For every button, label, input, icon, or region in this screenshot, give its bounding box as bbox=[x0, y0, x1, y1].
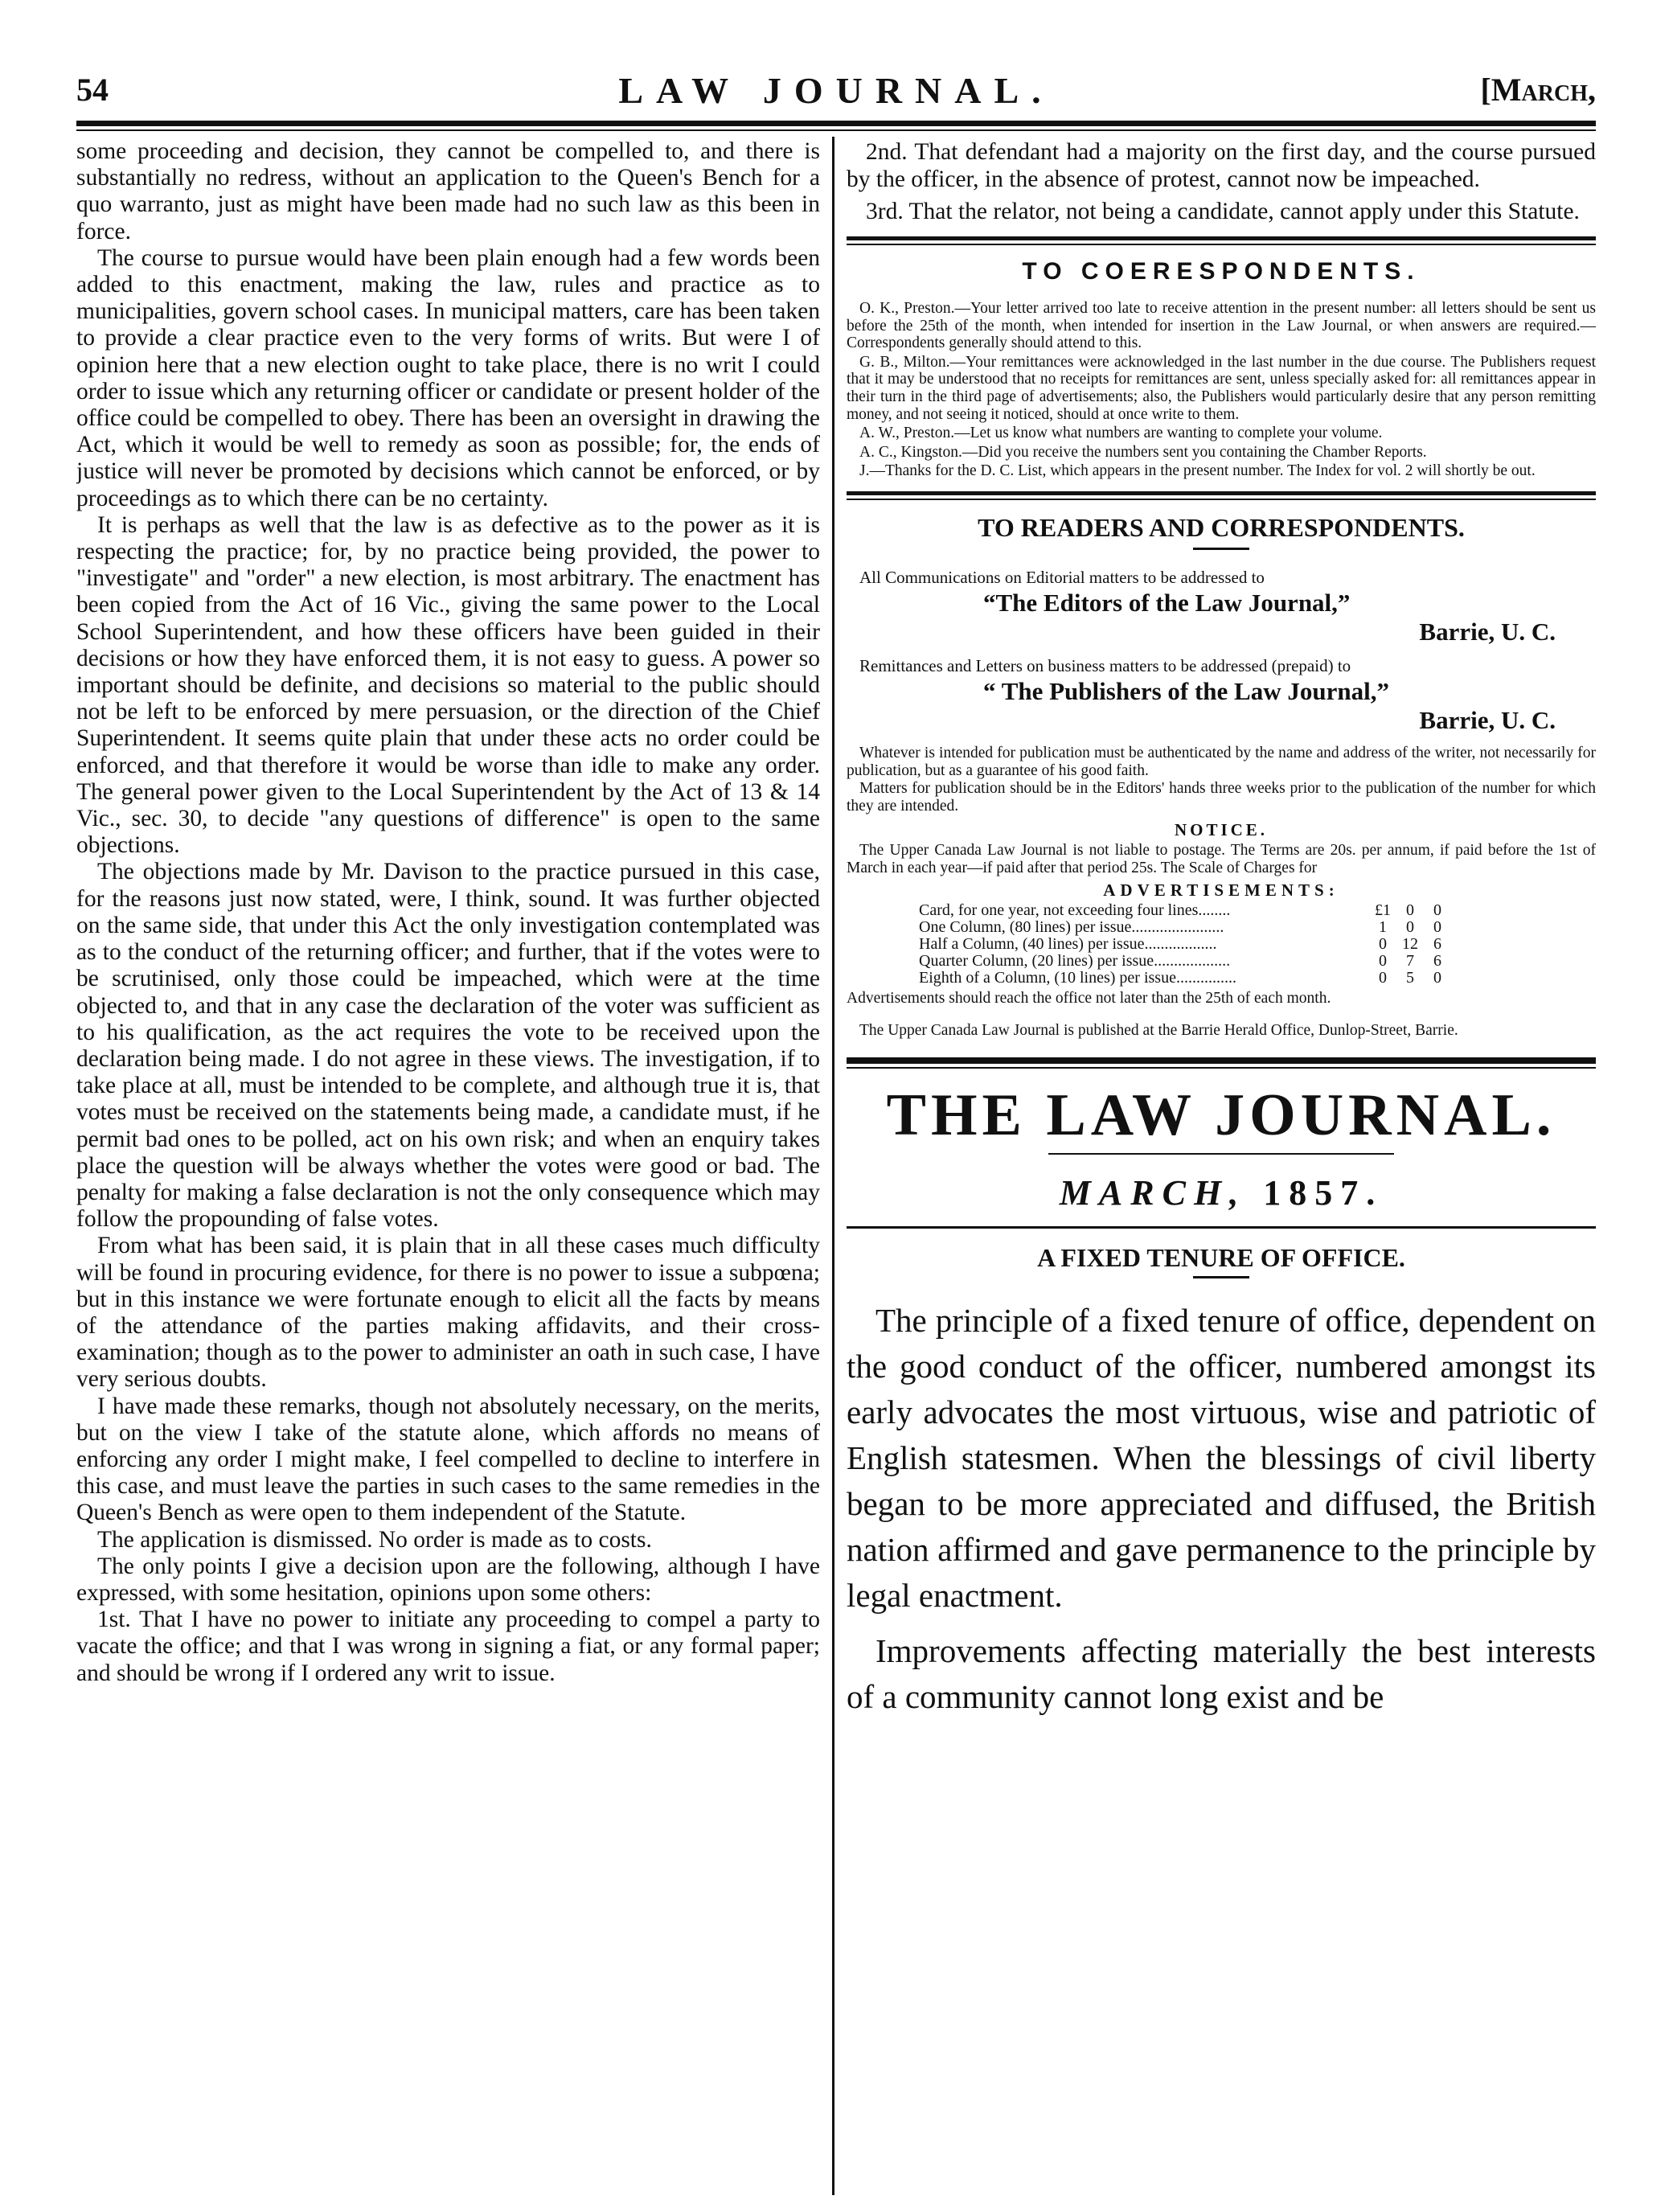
section-rule bbox=[847, 491, 1596, 495]
imprint: The Upper Canada Law Journal is published at the Barrie Herald Office, Dunlop-Street, Barrie. bbox=[859, 1021, 1458, 1039]
masthead-date bbox=[847, 1172, 1596, 1213]
rate-shillings: 7 bbox=[1406, 951, 1414, 970]
editorial-address-line: All Communications on Editorial matters to be addressed to bbox=[859, 567, 1265, 587]
correspondents-heading: TO COERESPONDENTS. bbox=[1022, 258, 1421, 285]
header-rule-thin bbox=[76, 129, 1596, 131]
authentication-note: Whatever is intended for publication must be authenticated by the name and address of the writer, not necessarily for publication, but as a guarantee of his good faith. bbox=[847, 744, 1596, 779]
correspondents-section bbox=[847, 258, 1596, 480]
rate-pence: 0 bbox=[1433, 901, 1441, 919]
journal-page bbox=[76, 64, 1596, 2187]
running-title: LAW JOURNAL. bbox=[618, 70, 1054, 111]
rate-pence: 0 bbox=[1433, 968, 1441, 987]
table-row bbox=[919, 936, 1451, 953]
rate-pounds: 0 bbox=[1379, 934, 1387, 953]
left-paragraph: From what has been said, it is plain that in all these cases much difficulty will be found in procuring evidence, for there is no power to issue a subpœna; but in this instance we were fortunate enough to elicit all the facts by means of the attendance of the parties making affidavits, and their cross-examination; though as to the power to administer an oath in such case, I have very serious doubts. bbox=[76, 1233, 820, 1393]
table-row bbox=[919, 953, 1451, 970]
page-header bbox=[76, 64, 1596, 121]
section-rule bbox=[847, 499, 1596, 500]
rate-label: Card, for one year, not exceeding four lines........ bbox=[919, 901, 1231, 919]
decision-point: 3rd. That the relator, not being a candidate, cannot apply under this Statute. bbox=[866, 199, 1580, 224]
notice-text: The Upper Canada Law Journal is not liable to postage. The Terms are 20s. per annum, if paid before the 1st of March in each year—if paid after that period 25s. The Scale of Charges for bbox=[847, 841, 1596, 876]
masthead-rule bbox=[1048, 1153, 1394, 1155]
section-rule bbox=[847, 1057, 1596, 1064]
rate-pounds: 0 bbox=[1379, 968, 1387, 987]
masthead-month: MARCH, bbox=[1059, 1172, 1247, 1213]
rate-pence: 0 bbox=[1433, 917, 1441, 936]
short-rule bbox=[1193, 548, 1249, 550]
article-paragraph: Improvements affecting materially the best interests of a community cannot long exist and be bbox=[847, 1631, 1596, 1715]
left-paragraph: The course to pursue would have been plain enough had a few words been added to this enactment, making the law, rules and practice as to municipalities, govern school cases. In municipal matters, care has been taken to provide a clear practice even to the very forms of writs. But were I of opinion here that a new election ought to take place, there is no writ I could order to issue which any returning officer or candidate or present holder of the office could be compelled to obey. There has been an oversight in drawing the Act, which it would be well to remedy as soon as possible; for, the ends of justice will never be promoted by decisions which cannot be enforced, or by proceedings as to which there can be no certainty. bbox=[76, 244, 820, 511]
right-column bbox=[847, 138, 1596, 2189]
article-paragraph: The principle of a fixed tenure of office, dependent on the good conduct of the officer, numbered amongst its early advocates the most virtuous, wise and patriotic of English statesmen. When the blessings of civil liberty began to be more appreciated and diffused, the British nation affirmed and gave permanence to the principle by legal enactment. bbox=[847, 1301, 1596, 1614]
correspondent-note: J.—Thanks for the D. C. List, which appears in the present number. The Index for vol. 2 will shortly be out. bbox=[859, 462, 1536, 480]
left-paragraph: some proceeding and decision, they cannot be compelled to, and there is substantially no redress, without an application to the Queen's Bench for a quo warranto, just as might have been made had no such law as this been in force. bbox=[76, 138, 820, 244]
rate-pence: 6 bbox=[1433, 934, 1441, 953]
rate-pounds: 0 bbox=[1379, 951, 1387, 970]
deadline-note: Matters for publication should be in the Editors' hands three weeks prior to the publication of the number for which they are intended. bbox=[847, 779, 1596, 815]
editors-place: Barrie, U. C. bbox=[1419, 617, 1556, 646]
table-row bbox=[919, 919, 1451, 936]
rate-pence: 6 bbox=[1433, 951, 1441, 970]
notice-heading: NOTICE. bbox=[1174, 819, 1269, 839]
correspondent-note: O. K., Preston.—Your letter arrived too late to receive attention in the present number: all letters should be sent us before the 25th of the month, when intended for insertion in the Law Journal, or when answers are required.—Correspondents generally should attend to this. bbox=[847, 300, 1596, 352]
correspondent-note: G. B., Milton.—Your remittances were acknowledged in the last number in the due course. The Publishers request that it may be understood that no receipts for remittances are sent, unless specially asked for: all remittances appear in their turn in the third page of advertisements; also, the Publishers would particularly desire that any person remitting money, and not seeing it noticed, should at once write to them. bbox=[847, 353, 1596, 423]
rate-shillings: 0 bbox=[1406, 901, 1414, 919]
correspondent-note: A. C., Kingston.—Did you receive the numbers sent you containing the Chamber Reports. bbox=[859, 443, 1427, 461]
masthead-title: THE LAW JOURNAL. bbox=[886, 1081, 1556, 1148]
section-rule bbox=[847, 244, 1596, 245]
readers-heading: TO READERS AND CORRESPONDENTS. bbox=[978, 512, 1465, 542]
left-column bbox=[76, 138, 820, 2189]
rate-shillings: 12 bbox=[1402, 934, 1418, 953]
short-rule bbox=[1193, 1276, 1249, 1278]
section-rule bbox=[847, 236, 1596, 240]
rate-label: Half a Column, (40 lines) per issue.................. bbox=[919, 934, 1217, 953]
article-heading: A FIXED TENURE OF OFFICE. bbox=[1037, 1242, 1405, 1272]
rate-label: One Column, (80 lines) per issue....................... bbox=[919, 917, 1224, 936]
decision-point: 2nd. That defendant had a majority on the first day, and the course pursued by the officer, in the absence of protest, cannot now be impeached. bbox=[847, 139, 1596, 192]
rate-label: Quarter Column, (20 lines) per issue................... bbox=[919, 951, 1231, 970]
running-month: [March, bbox=[1480, 72, 1596, 108]
publishers-place: Barrie, U. C. bbox=[1419, 705, 1556, 734]
advertisement-rates-table bbox=[919, 902, 1451, 987]
rate-pounds: 1 bbox=[1379, 917, 1387, 936]
left-paragraph: The objections made by Mr. Davison to the practice pursued in this case, for the reasons just now stated, were, I think, sound. It was further objected on the same side, that under this Act the only investigation contemplated was as to the conduct of the returning officer; and further, that if the votes were to be scrutinised, only those could be impeached, which were at the time objected to, and that in any case the declaration of the voter was sufficient as to his qualification, as the act requires the vote to be received upon the declaration being made. I do not agree in these views. The investigation, if to take place at all, must be intended to be complete, and although true it is, that votes must be received on the statements being made, a candidate must, if he permit bad ones to be polled, act on his own risk; and when an enquiry takes place the question will be always whether the votes were good or bad. The penalty for making a false declaration is not the only consequence which may follow the propounding of false votes. bbox=[76, 859, 820, 1233]
correspondent-note: A. W., Preston.—Let us know what numbers are wanting to complete your volume. bbox=[859, 425, 1383, 442]
rate-pounds: £1 bbox=[1375, 901, 1391, 919]
rate-label: Eighth of a Column, (10 lines) per issue............... bbox=[919, 968, 1236, 987]
left-paragraph: It is perhaps as well that the law is as defective as to the power as it is respecting the practice; for, by no practice being provided, the power to "investigate" and "order" a new election, is most arbitrary. The enactment has been copied from the Act of 16 Vic., giving the same power to the Local School Superintendent, and how these officers have been guided in their decisions or how they have enforced them, it is not easy to guess. A power so important should be definite, and decisions so material to the public should not be left to be enforced by mere persuasion, or the direction of the Chief Superintendent. It seems quite plain that under these acts no order could be enforced, and that therefore it would be worse than idle to make any order. The general power given to the Local Superintendent by the Act of 13 & 14 Vic., sec. 30, to decide "any questions of difference" is open to the same objections. bbox=[76, 511, 820, 859]
left-paragraph: The only points I give a decision upon are the following, although I have expressed, with some hesitation, opinions upon some others: bbox=[76, 1553, 820, 1606]
rate-shillings: 5 bbox=[1406, 968, 1414, 987]
article-body bbox=[847, 1298, 1596, 1720]
publishers-name: “ The Publishers of the Law Journal,” bbox=[983, 676, 1389, 705]
table-row bbox=[919, 902, 1451, 919]
section-rule bbox=[847, 1226, 1596, 1229]
page-number: 54 bbox=[76, 72, 109, 108]
section-rule bbox=[847, 1067, 1596, 1069]
masthead-year: 1857. bbox=[1263, 1172, 1384, 1213]
table-row bbox=[919, 970, 1451, 987]
readers-section bbox=[847, 513, 1596, 1040]
column-divider bbox=[832, 137, 834, 2195]
header-rule-thick bbox=[76, 121, 1596, 126]
advertisements-heading: ADVERTISEMENTS: bbox=[1103, 880, 1339, 900]
left-paragraph: 1st. That I have no power to initiate any proceeding to compel a party to vacate the office; and that I was wrong in signing a fiat, or any formal paper; and should be wrong if I ordered any writ to issue. bbox=[76, 1607, 820, 1686]
business-address-line: Remittances and Letters on business matters to be addressed (prepaid) to bbox=[859, 655, 1351, 675]
left-paragraph: The application is dismissed. No order is made as to costs. bbox=[97, 1526, 652, 1553]
rate-shillings: 0 bbox=[1406, 917, 1414, 936]
advertisement-deadline: Advertisements should reach the office not later than the 25th of each month. bbox=[847, 989, 1331, 1007]
editors-name: “The Editors of the Law Journal,” bbox=[983, 588, 1351, 617]
left-paragraph: I have made these remarks, though not absolutely necessary, on the merits, but on the view I take of the statute alone, which affords no means of enforcing any order I might make, I feel compelled to decline to interfere in this case, and must leave the parties in such cases to the same remedies in the Queen's Bench as were open to them independent of the Statute. bbox=[76, 1393, 820, 1526]
